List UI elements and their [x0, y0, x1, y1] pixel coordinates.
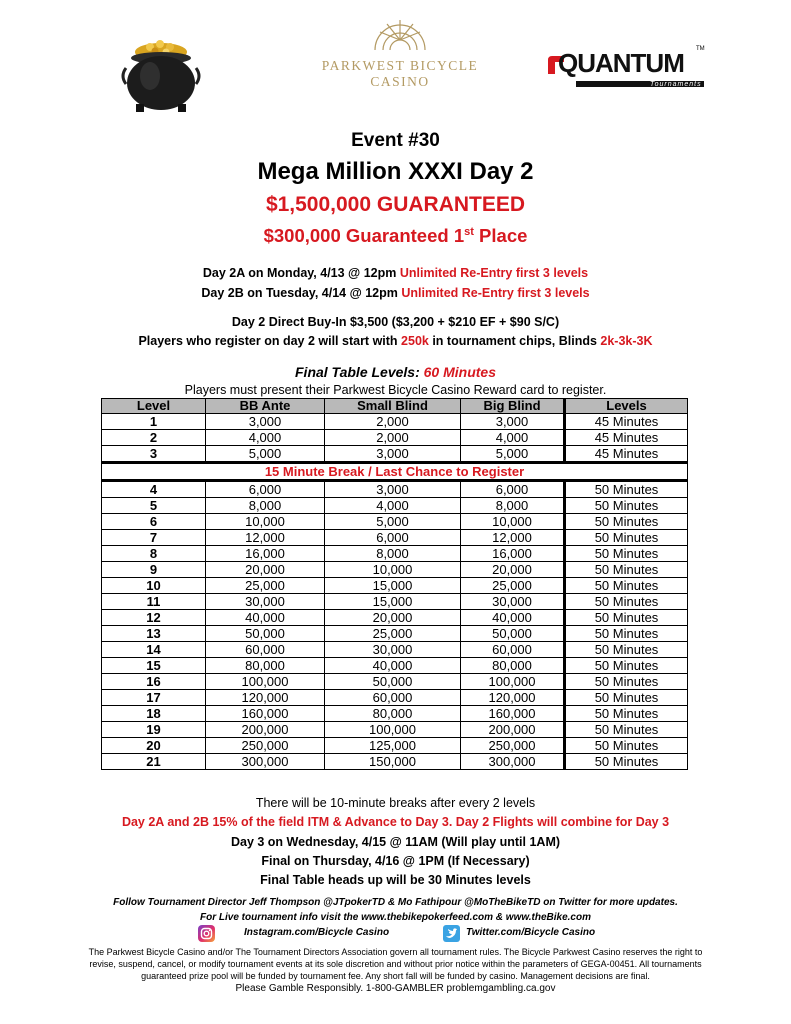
table-row [102, 514, 688, 530]
cell-big-blind: 80,000 [461, 658, 565, 674]
day3-note: Day 3 on Wednesday, 4/15 @ 11AM (Will play until 1AM) [230, 835, 561, 849]
legal-line-1: The Parkwest Bicycle Casino and/or The Tournament Directors Association govern all tournament rules. The Bicycle Parkwest Casino reserves the right to [88, 947, 703, 957]
table-row [102, 674, 688, 690]
cell-small-blind: 5,000 [325, 514, 461, 530]
follow-note: Follow Tournament Director Jeff Thompson @JTpokerTD & Mo Fathipour @MoTheBikeTD on Twitter for more updates. [113, 897, 678, 908]
cell-level-duration: 50 Minutes [565, 658, 688, 674]
instagram-icon [198, 925, 215, 942]
gamble-responsibly: Please Gamble Responsibly. 1-800-GAMBLER problemgambling.ca.gov [235, 983, 556, 994]
cell-small-blind: 4,000 [325, 498, 461, 514]
casino-name-line2: CASINO [370, 74, 430, 89]
cell-level: 9 [102, 562, 206, 578]
cell-bb-ante: 5,000 [206, 446, 325, 463]
cell-level-duration: 50 Minutes [565, 738, 688, 754]
table-row [102, 446, 688, 463]
quantum-wordmark: QUANTUM [558, 48, 684, 78]
cell-level-duration: 50 Minutes [565, 674, 688, 690]
cell-level: 13 [102, 626, 206, 642]
table-row [102, 430, 688, 446]
cell-big-blind: 16,000 [461, 546, 565, 562]
cell-big-blind: 100,000 [461, 674, 565, 690]
table-row [102, 626, 688, 642]
register-line: Players who register on day 2 will start with 250k in tournament chips, Blinds 2k-3k-3K [138, 334, 653, 348]
break-row [102, 463, 688, 481]
first-place-guarantee: $300,000 Guaranteed 1st Place [263, 225, 528, 246]
cell-small-blind: 3,000 [325, 481, 461, 498]
cell-level-duration: 50 Minutes [565, 498, 688, 514]
cell-level: 6 [102, 514, 206, 530]
cell-big-blind: 20,000 [461, 562, 565, 578]
col-header-level: Level [102, 399, 206, 414]
cell-bb-ante: 120,000 [206, 690, 325, 706]
cell-bb-ante: 30,000 [206, 594, 325, 610]
cell-level: 20 [102, 738, 206, 754]
event-number: Event #30 [351, 130, 440, 151]
quantum-logo-icon [546, 44, 708, 98]
cell-bb-ante: 8,000 [206, 498, 325, 514]
table-row [102, 722, 688, 738]
cell-big-blind: 30,000 [461, 594, 565, 610]
table-row [102, 738, 688, 754]
cell-level-duration: 50 Minutes [565, 594, 688, 610]
cell-level-duration: 50 Minutes [565, 610, 688, 626]
cell-level: 5 [102, 498, 206, 514]
breaks-note: There will be 10-minute breaks after every 2 levels [255, 796, 536, 810]
cell-big-blind: 50,000 [461, 626, 565, 642]
cell-small-blind: 20,000 [325, 610, 461, 626]
cell-small-blind: 40,000 [325, 658, 461, 674]
cell-level: 12 [102, 610, 206, 626]
cell-bb-ante: 60,000 [206, 642, 325, 658]
cell-big-blind: 5,000 [461, 446, 565, 463]
cell-small-blind: 6,000 [325, 530, 461, 546]
table-row [102, 498, 688, 514]
cell-level: 11 [102, 594, 206, 610]
cell-level-duration: 50 Minutes [565, 690, 688, 706]
casino-name-line1: PARKWEST BICYCLE [321, 58, 479, 73]
cell-level: 8 [102, 546, 206, 562]
cell-level: 15 [102, 658, 206, 674]
cell-level: 2 [102, 430, 206, 446]
cell-bb-ante: 250,000 [206, 738, 325, 754]
cell-level: 21 [102, 754, 206, 770]
cell-level-duration: 50 Minutes [565, 642, 688, 658]
table-row [102, 562, 688, 578]
cell-level: 10 [102, 578, 206, 594]
twitter-icon [443, 925, 460, 942]
twitter-link[interactable]: Twitter.com/Bicycle Casino [466, 927, 596, 938]
heads-up-note: Final Table heads up will be 30 Minutes levels [260, 873, 531, 887]
cell-level-duration: 50 Minutes [565, 530, 688, 546]
quantum-sub: Tournaments [650, 81, 702, 88]
cell-bb-ante: 300,000 [206, 754, 325, 770]
cell-small-blind: 3,000 [325, 446, 461, 463]
cell-level-duration: 50 Minutes [565, 578, 688, 594]
cell-level-duration: 50 Minutes [565, 514, 688, 530]
quantum-tm: TM [696, 46, 705, 52]
cell-big-blind: 40,000 [461, 610, 565, 626]
cell-level: 17 [102, 690, 206, 706]
cell-small-blind: 30,000 [325, 642, 461, 658]
cell-big-blind: 8,000 [461, 498, 565, 514]
cell-big-blind: 12,000 [461, 530, 565, 546]
col-header-levels: Levels [565, 399, 688, 414]
table-row [102, 546, 688, 562]
cell-level: 18 [102, 706, 206, 722]
cell-bb-ante: 25,000 [206, 578, 325, 594]
col-header-big-blind: Big Blind [461, 399, 565, 414]
cell-big-blind: 200,000 [461, 722, 565, 738]
cell-big-blind: 4,000 [461, 430, 565, 446]
live-info-note: For Live tournament info visit the www.thebikepokerfeed.com & www.theBike.com [200, 912, 591, 923]
final-note: Final on Thursday, 4/16 @ 1PM (If Necessary) [261, 854, 530, 868]
cell-big-blind: 3,000 [461, 414, 565, 430]
cell-small-blind: 80,000 [325, 706, 461, 722]
table-row [102, 690, 688, 706]
cell-small-blind: 15,000 [325, 578, 461, 594]
cell-small-blind: 10,000 [325, 562, 461, 578]
cell-level: 19 [102, 722, 206, 738]
cell-level-duration: 50 Minutes [565, 722, 688, 738]
table-row [102, 642, 688, 658]
cell-big-blind: 120,000 [461, 690, 565, 706]
cell-level: 16 [102, 674, 206, 690]
table-row [102, 610, 688, 626]
cell-bb-ante: 10,000 [206, 514, 325, 530]
col-header-bb-ante: BB Ante [206, 399, 325, 414]
cell-bb-ante: 6,000 [206, 481, 325, 498]
casino-logo [300, 18, 500, 98]
cell-level-duration: 45 Minutes [565, 430, 688, 446]
day2b-line: Day 2B on Tuesday, 4/14 @ 12pm Unlimited Re-Entry first 3 levels [201, 286, 590, 300]
pot-of-gold-icon [120, 38, 202, 114]
blind-structure-table [101, 398, 688, 770]
cell-bb-ante: 3,000 [206, 414, 325, 430]
cell-level-duration: 45 Minutes [565, 414, 688, 430]
cell-big-blind: 10,000 [461, 514, 565, 530]
break-label: 15 Minute Break / Last Chance to Register [102, 463, 688, 481]
cell-level: 4 [102, 481, 206, 498]
cell-bb-ante: 16,000 [206, 546, 325, 562]
table-row [102, 594, 688, 610]
cell-level-duration: 50 Minutes [565, 706, 688, 722]
final-table-levels: Final Table Levels: 60 Minutes [295, 364, 496, 380]
legal-line-3: guaranteed prize pool will be funded by tournament fee. Any short fall will be funded by casino. Management decisions are final. [141, 971, 650, 981]
cell-level: 1 [102, 414, 206, 430]
buyin-line: Day 2 Direct Buy-In $3,500 ($3,200 + $210 EF + $90 S/C) [231, 315, 560, 329]
table-row [102, 658, 688, 674]
cell-small-blind: 2,000 [325, 414, 461, 430]
table-header-row [102, 399, 688, 414]
cell-small-blind: 15,000 [325, 594, 461, 610]
cell-bb-ante: 100,000 [206, 674, 325, 690]
cell-small-blind: 150,000 [325, 754, 461, 770]
cell-big-blind: 25,000 [461, 578, 565, 594]
table-row [102, 530, 688, 546]
cell-level-duration: 50 Minutes [565, 546, 688, 562]
cell-bb-ante: 160,000 [206, 706, 325, 722]
table-row [102, 414, 688, 430]
event-guarantee: $1,500,000 GUARANTEED [265, 193, 526, 216]
cell-big-blind: 300,000 [461, 754, 565, 770]
legal-line-2: revise, suspend, cancel, or modify tournament events at its sole discretion and without prior notice within the parameters of GEGA-00451. All tournaments [89, 959, 702, 969]
table-row [102, 754, 688, 770]
cell-level: 3 [102, 446, 206, 463]
cell-bb-ante: 4,000 [206, 430, 325, 446]
cell-big-blind: 160,000 [461, 706, 565, 722]
table-row [102, 481, 688, 498]
reward-card-note: Players must present their Parkwest Bicycle Casino Reward card to register. [184, 383, 607, 397]
event-name: Mega Million XXXI Day 2 [257, 158, 534, 185]
cell-bb-ante: 200,000 [206, 722, 325, 738]
cell-big-blind: 60,000 [461, 642, 565, 658]
cell-level: 14 [102, 642, 206, 658]
cell-bb-ante: 40,000 [206, 610, 325, 626]
cell-level: 7 [102, 530, 206, 546]
cell-big-blind: 6,000 [461, 481, 565, 498]
cell-bb-ante: 20,000 [206, 562, 325, 578]
cell-small-blind: 8,000 [325, 546, 461, 562]
cell-level-duration: 45 Minutes [565, 446, 688, 463]
day2a-line: Day 2A on Monday, 4/13 @ 12pm Unlimited Re-Entry first 3 levels [202, 266, 589, 280]
instagram-link[interactable]: Instagram.com/Bicycle Casino [244, 927, 390, 938]
cell-bb-ante: 50,000 [206, 626, 325, 642]
cell-bb-ante: 80,000 [206, 658, 325, 674]
col-header-small-blind: Small Blind [325, 399, 461, 414]
casino-sunburst-icon [300, 18, 500, 52]
cell-big-blind: 250,000 [461, 738, 565, 754]
itm-note: Day 2A and 2B 15% of the field ITM & Advance to Day 3. Day 2 Flights will combine for Day 3 [121, 815, 670, 829]
cell-bb-ante: 12,000 [206, 530, 325, 546]
table-row [102, 578, 688, 594]
cell-small-blind: 25,000 [325, 626, 461, 642]
cell-level-duration: 50 Minutes [565, 562, 688, 578]
cell-level-duration: 50 Minutes [565, 626, 688, 642]
cell-small-blind: 50,000 [325, 674, 461, 690]
cell-small-blind: 100,000 [325, 722, 461, 738]
cell-level-duration: 50 Minutes [565, 481, 688, 498]
cell-small-blind: 60,000 [325, 690, 461, 706]
table-row [102, 706, 688, 722]
cell-level-duration: 50 Minutes [565, 754, 688, 770]
cell-small-blind: 125,000 [325, 738, 461, 754]
cell-small-blind: 2,000 [325, 430, 461, 446]
